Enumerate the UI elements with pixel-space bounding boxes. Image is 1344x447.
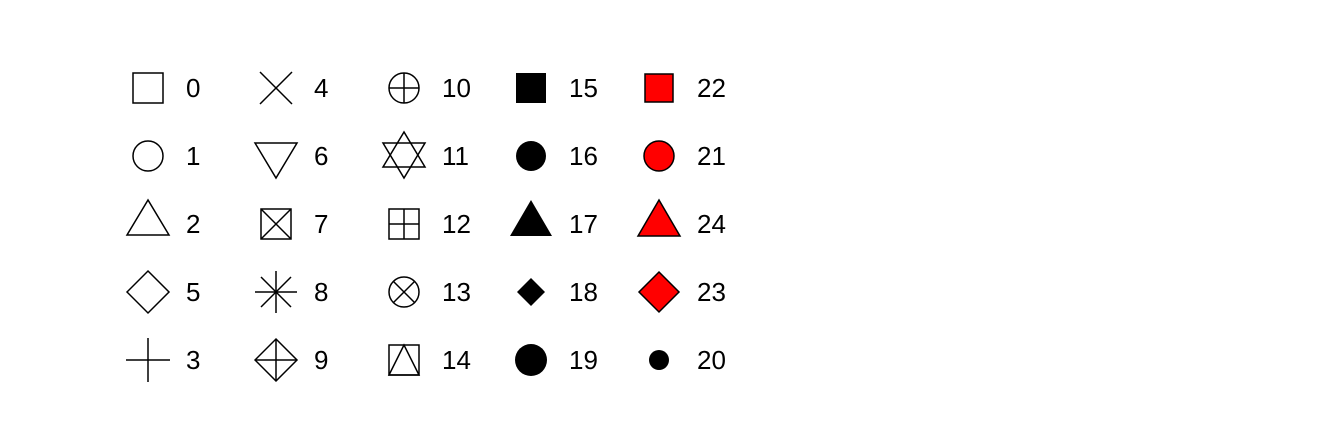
pch-label-23: 23: [697, 277, 726, 307]
pch-label-19: 19: [569, 345, 598, 375]
pch-symbol-15: [516, 73, 546, 103]
pch-symbol-5: [127, 271, 169, 313]
pch-label-11: 11: [442, 141, 469, 171]
pch-symbol-3: [126, 338, 170, 382]
pch-label-4: 4: [314, 73, 329, 103]
pch-label-15: 15: [569, 73, 598, 103]
pch-symbol-10: [389, 73, 419, 103]
pch-symbol-6: [255, 143, 297, 178]
pch-symbol-14: [389, 345, 419, 375]
pch-symbol-2: [127, 200, 169, 235]
pch-label-9: 9: [314, 345, 329, 375]
pch-symbol-18: [517, 278, 545, 306]
pch-symbol-23: [639, 272, 679, 312]
pch-label-7: 7: [314, 209, 329, 239]
pch-label-2: 2: [186, 209, 201, 239]
pch-label-10: 10: [442, 73, 471, 103]
pch-label-17: 17: [569, 209, 598, 239]
pch-symbol-11: [383, 132, 425, 178]
pch-label-0: 0: [186, 73, 201, 103]
pch-label-21: 21: [697, 141, 726, 171]
pch-label-5: 5: [186, 277, 201, 307]
pch-symbol-22: [645, 74, 673, 102]
pch-symbol-1: [133, 141, 163, 171]
pch-label-18: 18: [569, 277, 598, 307]
pch-symbol-24: [638, 200, 680, 236]
pch-label-8: 8: [314, 277, 329, 307]
pch-symbol-13: [389, 277, 419, 307]
pch-symbol-7: [261, 209, 291, 239]
pch-label-14: 14: [442, 345, 471, 375]
pch-label-3: 3: [186, 345, 201, 375]
pch-label-16: 16: [569, 141, 598, 171]
pch-label-13: 13: [442, 277, 471, 307]
pch-symbol-12: [389, 209, 419, 239]
pch-symbol-21: [644, 141, 674, 171]
pch-symbol-16: [516, 141, 546, 171]
pch-label-24: 24: [697, 209, 726, 239]
pch-label-12: 12: [442, 209, 471, 239]
pch-symbol-20: [649, 350, 669, 370]
pch-label-6: 6: [314, 141, 329, 171]
pch-symbol-17: [510, 200, 552, 236]
pch-symbol-0: [133, 73, 163, 103]
pch-symbol-19: [515, 344, 547, 376]
pch-symbol-8: [255, 271, 297, 313]
pch-symbol-9: [255, 339, 297, 381]
pch-label-1: 1: [186, 141, 201, 171]
pch-label-20: 20: [697, 345, 726, 375]
pch-symbol-4: [260, 72, 292, 104]
pch-label-22: 22: [697, 73, 726, 103]
